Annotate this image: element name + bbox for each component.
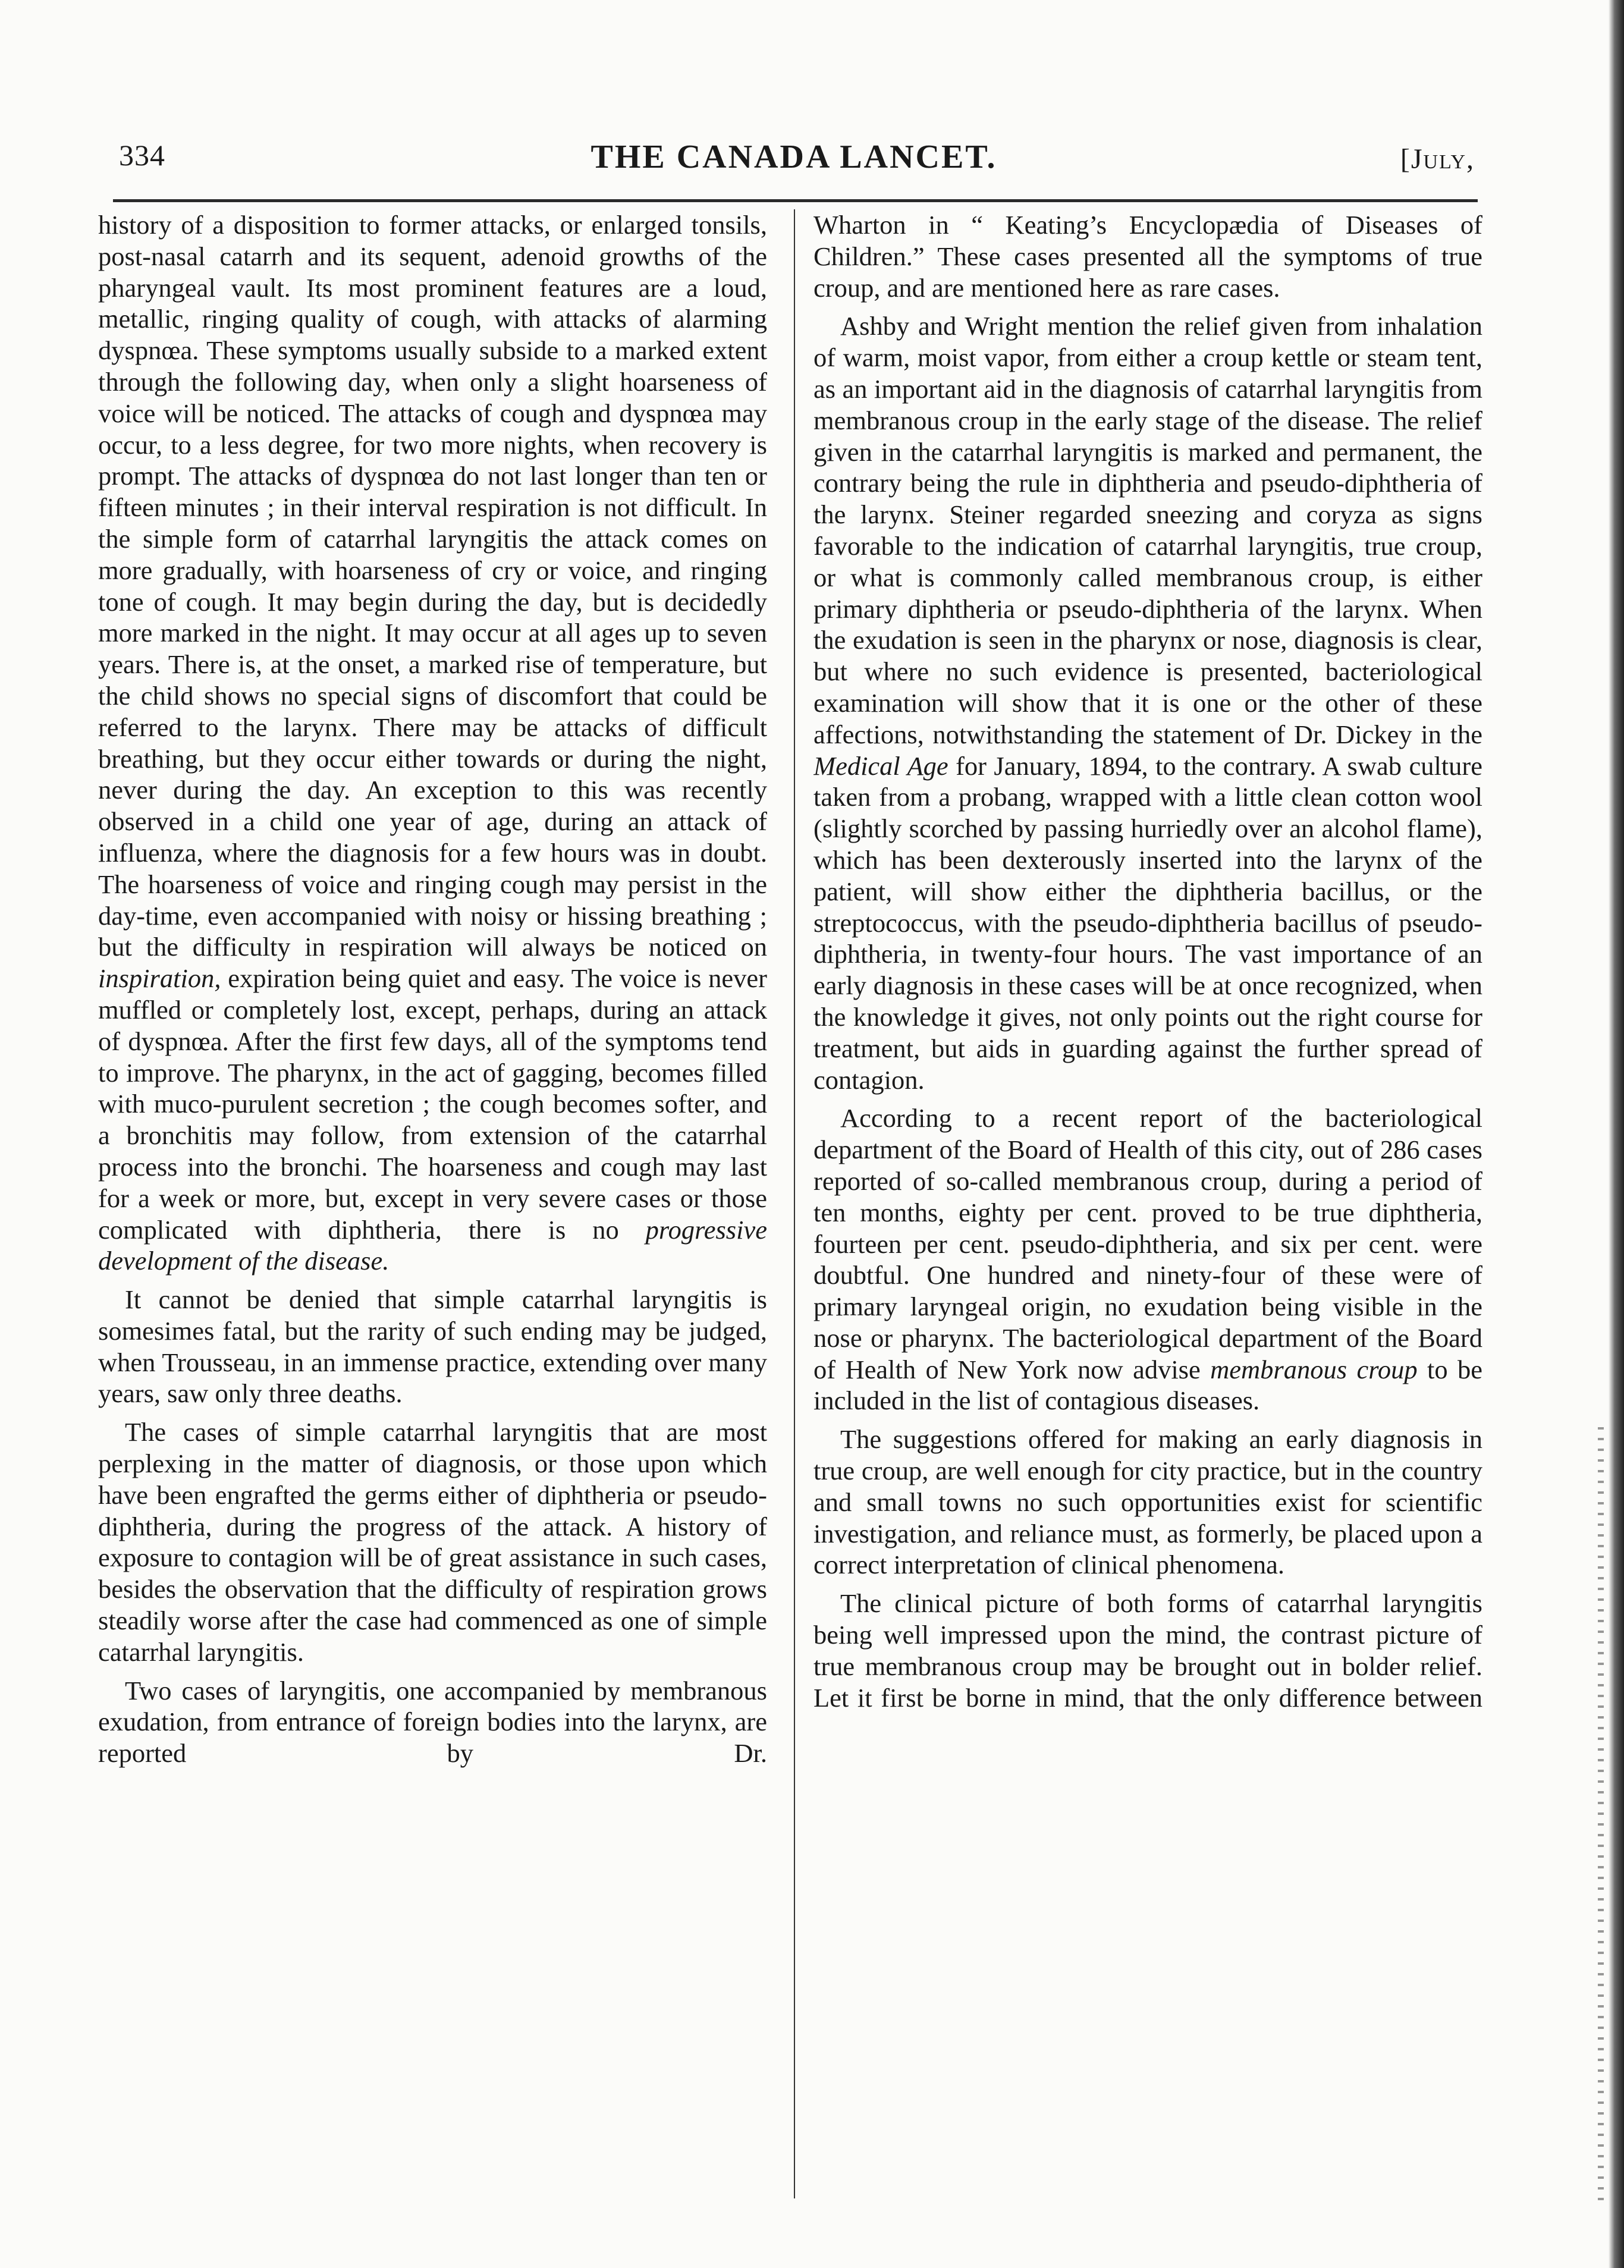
binding-edge-marks: [1598, 1427, 1604, 2200]
italic-text: membranous croup: [1210, 1354, 1418, 1384]
paragraph: The clinical picture of both forms of catarrhal laryngitis being well impressed upon the mind, the contrast picture of true membranous croup may be brought out in bolder relief. Let it first be borne in mind, that the only difference between: [813, 1588, 1482, 1713]
italic-text: inspiration,: [98, 963, 221, 994]
paragraph: It cannot be denied that simple catarrhal laryngitis is somesimes fatal, but the rarity of such ending may be judged, when Trousseau, in an immense practice, extending over many years, saw only three deaths.: [98, 1284, 767, 1409]
paragraph: [813, 1102, 1482, 1416]
running-header: [113, 138, 1475, 191]
paragraph: [98, 209, 767, 1277]
paragraph: Two cases of laryngitis, one accompanied by membranous exudation, from entrance of foreign bodies into the larynx, are reported by Dr.: [98, 1675, 767, 1768]
text-run: for January, 1894, to the contrary. A swab culture taken from a probang, wrapped with a little clean cotton wool (slightly scorched by passing hurriedly over an alcohol flame), which has been dexterously inserted into the larynx of the patient, will show either the diphtheria bacillus, or the streptococcus, with the pseudo-diphtheria bacillus of pseudo-diphtheria, in twenty-four hours. The vast importance of an early diagnosis in these cases will be at once recognized, when the knowledge it gives, not only points out the right course for treatment, but aids in guarding against the further spread of contagion.: [813, 750, 1482, 1095]
journal-title: THE CANADA LANCET.: [590, 139, 997, 175]
right-column: [813, 209, 1482, 2207]
page-number: 334: [119, 139, 165, 172]
italic-text: progressive development of the disease.: [98, 1214, 767, 1276]
text-run: to be included in the list of contagious diseases.: [813, 1354, 1482, 1416]
header-rule: [113, 199, 1478, 202]
italic-text: Medical Age: [813, 750, 948, 781]
paragraph: Wharton in “ Keating’s Encyclopædia of Diseases of Children.” These cases presented all the symptoms of true croup, and are mentioned here as rare cases.: [813, 210, 1482, 303]
left-column: [98, 209, 767, 2207]
paragraph: [813, 310, 1482, 1095]
binding-edge-shadow: [1609, 0, 1624, 2268]
issue-month: [July,: [1400, 143, 1475, 175]
column-divider: [794, 209, 795, 2198]
text-run: expiration being quiet and easy. The voice is never muffled or completely lost, except, perhaps, during an attack of dyspnœa. After the first few days, all of the symptoms tend to improve. The pharynx, in the act of gagging, becomes filled with muco-purulent secretion ; the cough becomes softer, and a bronchitis may follow, from extension of the catarrhal process into the bronchi. The hoarseness and cough may last for a week or more, but, except in very severe cases or those complicated with diphtheria, there is no: [98, 963, 767, 1245]
paragraph: The suggestions offered for making an early diagnosis in true croup, are well enough for city practice, but in the country and small towns no such opportunities exist for scientific investigation, and reliance must, as formerly, be placed upon a correct interpretation of clinical phenomena.: [813, 1424, 1482, 1580]
text-run: According to a recent report of the bacteriological department of the Board of Health of this city, out of 286 cases reported of so-called membranous croup, during a period of ten months, eighty per cent. proved to be true diphtheria, fourteen per cent. pseudo-diphtheria, and six per cent. were doubtful. One hundred and ninety-four of these were of primary laryngeal origin, no exudation being visible in the nose or pharynx. The bacteriological department of the Board of Health of New York now advise: [813, 1103, 1482, 1384]
text-run: Ashby and Wright mention the relief given from inhalation of warm, moist vapor, from either a croup kettle or steam tent, as an important aid in the diagnosis of catarrhal laryngitis from membranous croup in the early stage of the disease. The relief given in the catarrhal laryngitis is marked and permanent, the contrary being the rule in diphtheria and pseudo-diphtheria of the larynx. Steiner regarded sneezing and coryza as signs favorable to the indication of catarrhal laryngitis, true croup, or what is commonly called membranous croup, is either primary diphtheria or pseudo-diphtheria of the larynx. When the exudation is seen in the pharynx or nose, diagnosis is clear, but where no such evidence is presented, bacteriological examination will show that it is one or the other of these affections, notwithstanding the statement of Dr. Dickey in the: [813, 311, 1482, 749]
text-run: history of a disposition to former attacks, or enlarged tonsils, post-nasal catarrh and its sequent, adenoid growths of the pharyngeal vault. Its most prominent features are a loud, metallic, ringing quality of cough, with attacks of alarming dyspnœa. These symptoms usually subside to a marked extent through the following day, when only a slight hoarseness of voice will be noticed. The attacks of cough and dyspnœa may occur, to a less degree, for two more nights, when recovery is prompt. The attacks of dyspnœa do not last longer than ten or fifteen minutes ; in their interval respiration is not difficult. In the simple form of catarrhal laryngitis the attack comes on more gradually, with hoarseness of cry or voice, and ringing tone of cough. It may begin during the day, but is decidedly more marked in the night. It may occur at all ages up to seven years. There is, at the onset, a marked rise of temperature, but the child shows no special signs of discomfort that could be referred to the larynx. There may be attacks of difficult breathing, but they occur either towards or during the night, never during the day. An exception to this was recently observed in a child one year of age, during an attack of influenza, where the diagnosis for a few hours was in doubt. The hoarseness of voice and ringing cough may persist in the day-time, even accompanied with noisy or hissing breathing ; but the difficulty in respiration will always be noticed on: [98, 210, 767, 962]
paragraph: The cases of simple catarrhal laryngitis that are most perplexing in the matter of diagnosis, or those upon which have been engrafted the germs either of diphtheria or pseudo-diphtheria, during the progress of the attack. A history of exposure to contagion will be of great assistance in such cases, besides the observation that the difficulty of respiration grows steadily worse after the case had commenced as one of simple catarrhal laryngitis.: [98, 1417, 767, 1667]
